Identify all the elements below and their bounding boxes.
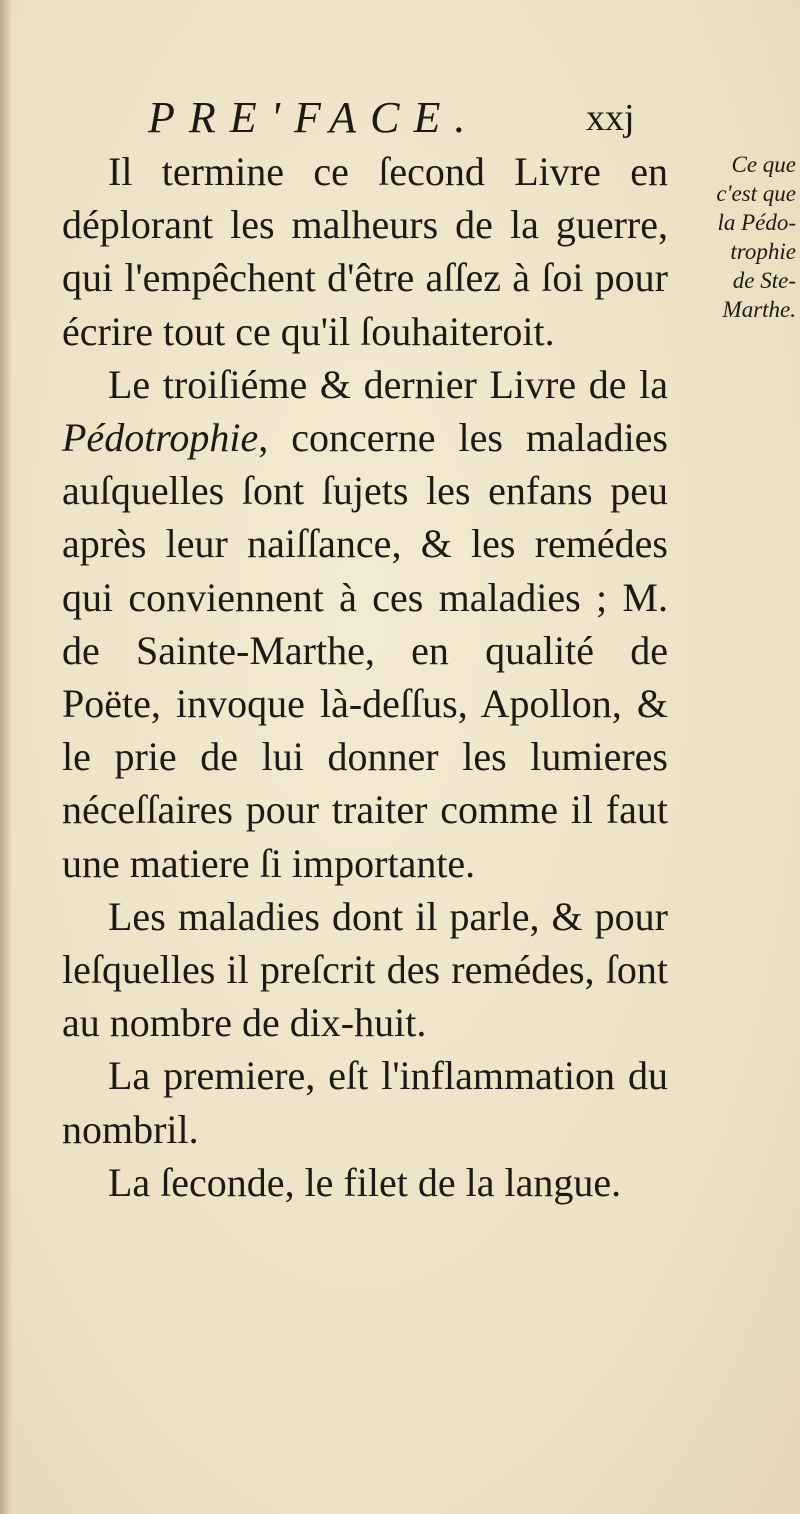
- page-spine: [0, 0, 12, 1514]
- running-header: [148, 92, 688, 142]
- marginal-line: c'est que: [716, 181, 796, 206]
- book-title-italic: Pédotrophie: [62, 415, 259, 461]
- paragraph: Il termine ce ſecond Livre en déplorant les malheurs de la guerre, qui l'empêchent d'être aſſez à ſoi pour écrire tout ce qu'il ſouhaiteroit.: [62, 149, 668, 354]
- paragraph-text: , concerne les maladies auſquelles ſont ſujets les enfans peu après leur naiſſance, & les remédes qui conviennent à ces maladies ; M. de Sainte-Marthe, en qualité de Poëte, invoque là-deſſus, Apollon, & le prie de lui donner les lumieres néceſſaires pour traiter comme il faut une matiere ſi importante.: [62, 415, 668, 886]
- marginal-line: de Ste-: [732, 268, 796, 293]
- paragraph: Les maladies dont il parle, & pour leſquelles il preſcrit des remédes, ſont au nombre de dix-huit.: [62, 893, 668, 1046]
- marginal-line: trophie: [730, 239, 796, 264]
- page-number: xxj: [586, 97, 635, 139]
- marginal-line: la Pédo-: [717, 210, 796, 235]
- body-text: [62, 145, 668, 1209]
- marginal-note: [670, 150, 796, 324]
- paragraph: La premiere, eſt l'inflammation du nombril.: [62, 1053, 668, 1152]
- paragraph: La ſeconde, le filet de la langue.: [108, 1159, 622, 1205]
- paragraph: [62, 358, 668, 890]
- running-title: PRE'FACE.: [148, 93, 480, 142]
- marginal-line: Ce que: [731, 152, 796, 177]
- marginal-line: Marthe.: [722, 297, 796, 322]
- paragraph-text: Le troiſiéme & dernier Livre de la: [108, 361, 668, 407]
